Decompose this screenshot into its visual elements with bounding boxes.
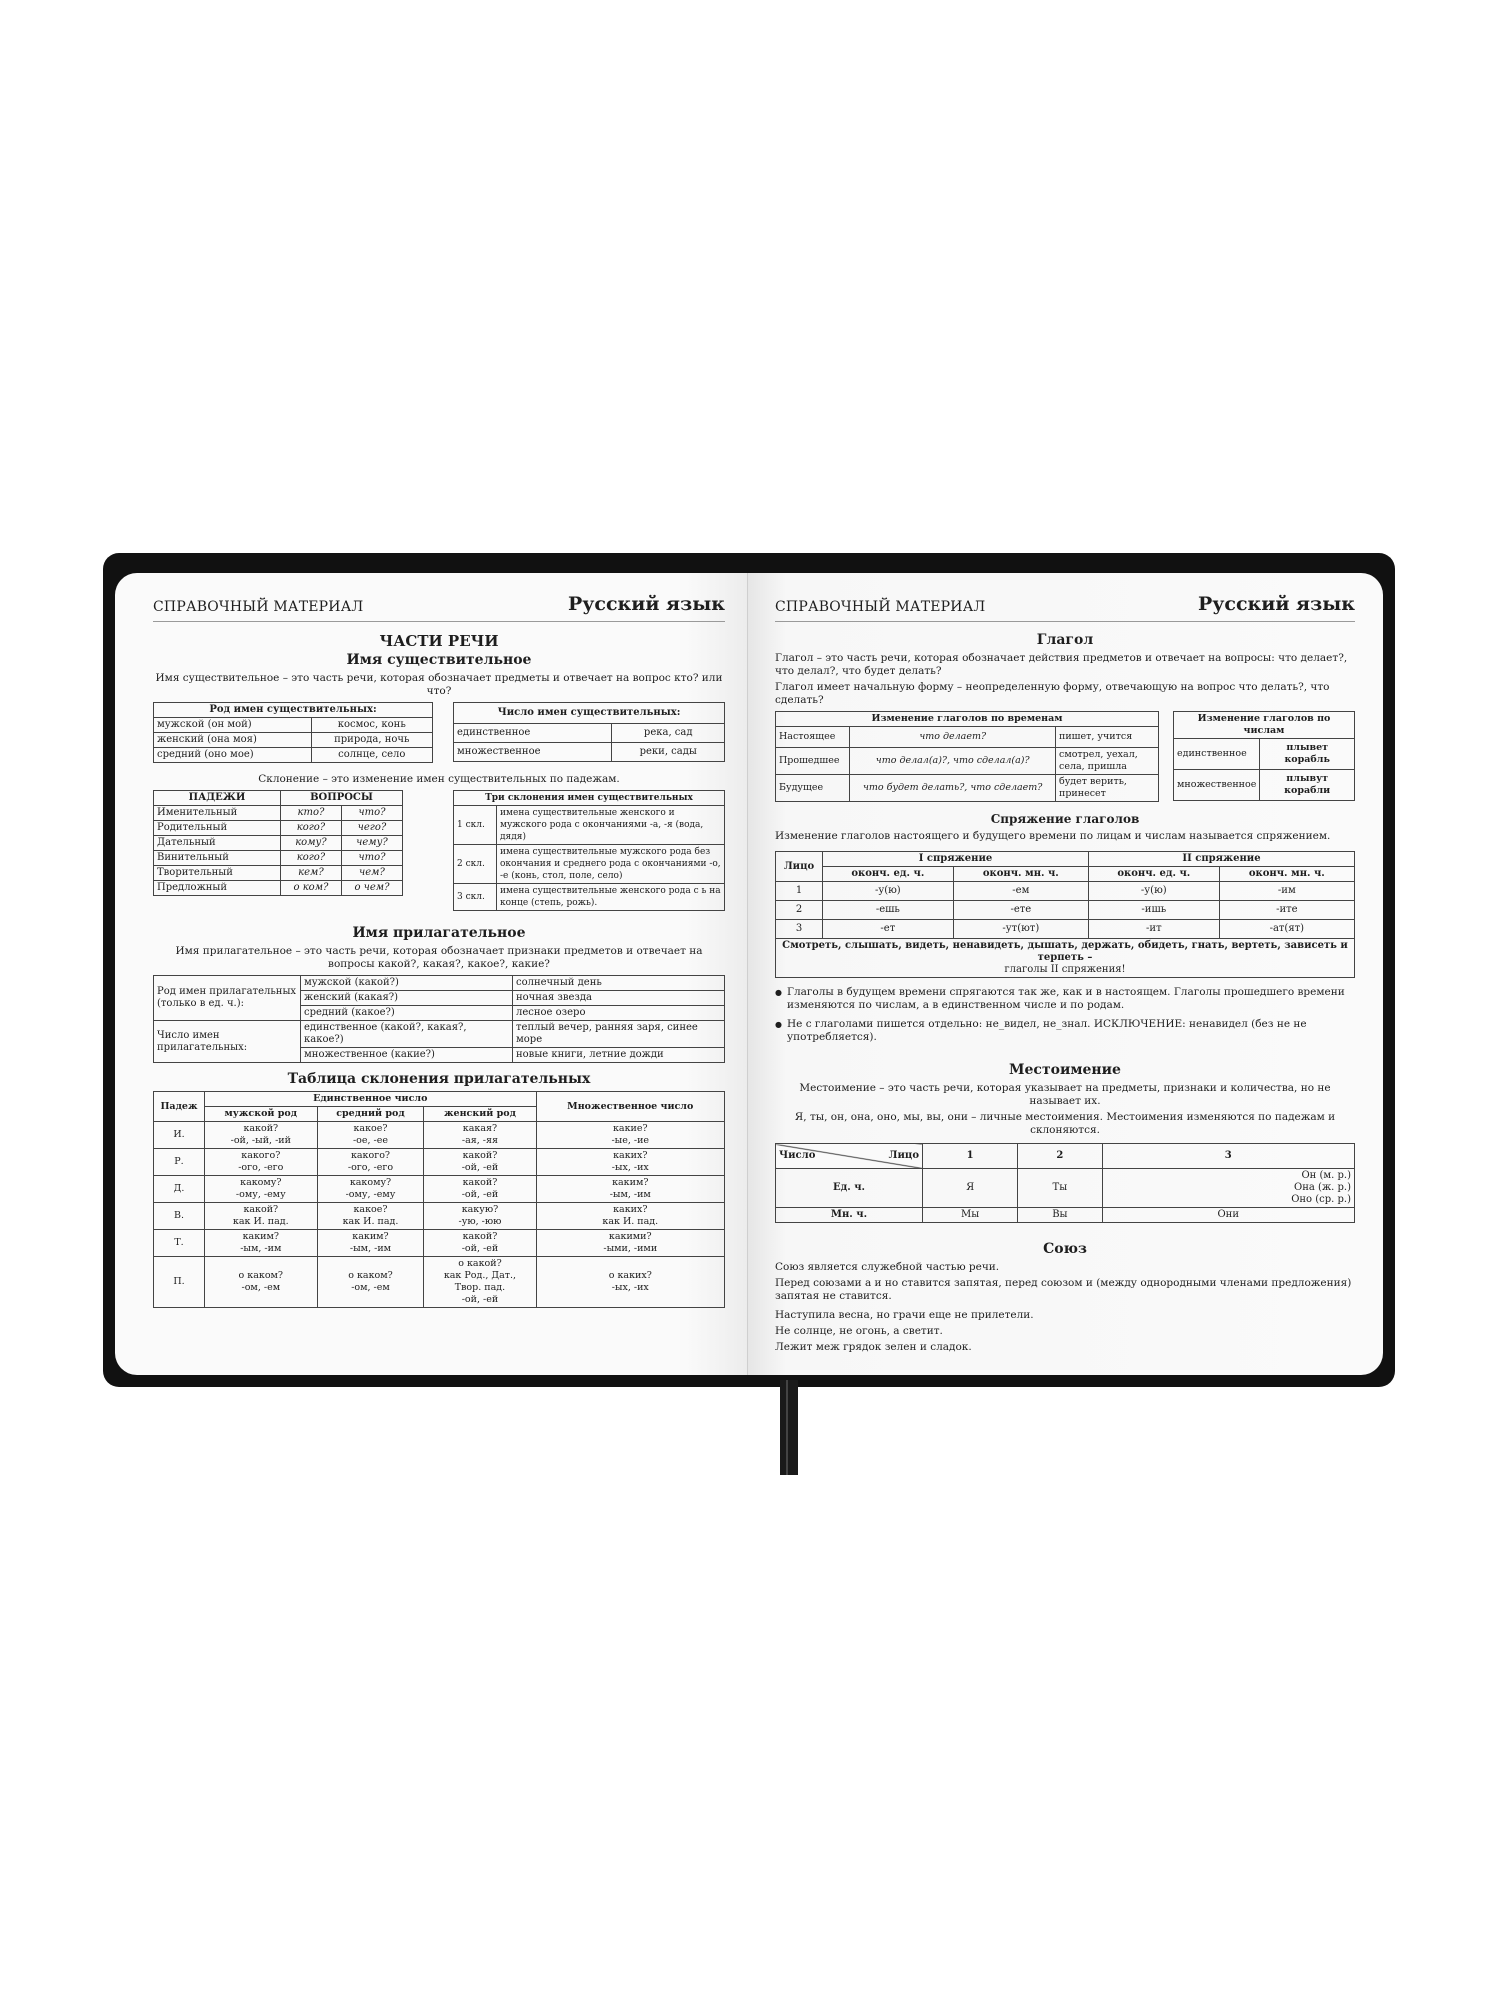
verb-infinitive: Глагол имеет начальную форму – неопределенную форму, отвечающую на вопрос что делать?, что сделать? [775, 681, 1330, 706]
adjective-table: Род имен прилагательных (только в ед. ч.): мужской (какой?) солнечный день женский (какая?) ночная звезда средний (какое?) лесное озеро Число имен прилагательных: единственное (какой?, какая?, какое?) теплый вечер, ранняя заря, синее море множественное (какие?) новые книги, летние дожди [153, 975, 725, 1063]
ribbon-bookmark [780, 1380, 798, 1475]
pronoun-table: Число Лицо 1 2 3 Ед. ч. Я Ты Он (м. р.) Она (ж. р.) Оно (ср. р.) Мн. ч. Мы Вы Они [775, 1143, 1355, 1223]
header-subject: Русский язык [1197, 593, 1355, 615]
pronoun-list: Я, ты, он, она, оно, мы, вы, они – личные местоимения. Местоимения изменяются по падежам и склоняются. [794, 1111, 1336, 1136]
declension-note: Склонение – это изменение имен существительных по падежам. [258, 773, 620, 785]
table-row [154, 1230, 725, 1257]
conjunction-example: Не солнце, не огонь, а светит. [775, 1325, 943, 1337]
conjugation-table: Лицо I спряжение II спряжение оконч. ед. ч. оконч. мн. ч. оконч. ед. ч. оконч. мн. ч. 1 -у(ю) -ем -у(ю) -им 2 -ешь -ете -ишь -ите 3 -ет -ут(ют) -ит -ат(ят) Смотреть, слышать, видеть, ненавидеть, дышать, держать, обидеть, гнать, вертеть, зависеть и терпеть – глаголы II спряжения! [775, 851, 1355, 978]
conjunction-line-2: Перед союзами а и но ставится запятая, перед союзом и (между однородными членами предложения) запятая не ставится. [775, 1277, 1352, 1302]
ending-cell: каким? -ым, -им [317, 1230, 424, 1257]
ending-cell: какого? -ого, -его [205, 1149, 318, 1176]
conjunction-heading: Союз [1043, 1241, 1087, 1257]
conjunction-line-1: Союз является служебной частью речи. [775, 1261, 1000, 1273]
ending-cell: какого? -ого, -его [317, 1149, 424, 1176]
verb-bullet-2: ● Не с глаголами пишется отдельно: не_видел, не_знал. ИСКЛЮЧЕНИЕ: ненавидел (без не не употребляется). [775, 1018, 1355, 1044]
pronoun-definition: Местоимение – это часть речи, которая указывает на предметы, признаки и количества, но не называет их. [799, 1082, 1331, 1107]
right-page [748, 573, 1383, 1375]
section-title: ЧАСТИ РЕЧИ [379, 632, 499, 650]
ending-cell: какому? -ому, -ему [317, 1176, 424, 1203]
case-cell: Т. [154, 1230, 205, 1257]
ending-cell: о какой? как Род., Дат., Твор. пад. -ой, -ей [424, 1257, 536, 1308]
case-cell: Р. [154, 1149, 205, 1176]
table-row [154, 1122, 725, 1149]
adjective-declension-heading: Таблица склонения прилагательных [287, 1071, 591, 1087]
case-cell: П. [154, 1257, 205, 1308]
case-cell: Д. [154, 1176, 205, 1203]
table-row [154, 1149, 725, 1176]
conjugation-heading: Спряжение глаголов [990, 812, 1140, 826]
table-row [154, 1257, 725, 1308]
conjugation-note: Изменение глаголов настоящего и будущего времени по лицам и числам называется спряжением. [775, 830, 1331, 842]
verb-number-table: Изменение глаголов по числам единственное плывет корабль множественное плывут корабли [1173, 711, 1355, 801]
ending-cell: каких? как И. пад. [536, 1203, 724, 1230]
table-row [154, 1176, 725, 1203]
case-cell: В. [154, 1203, 205, 1230]
header-label: СПРАВОЧНЫЙ МАТЕРИАЛ [153, 599, 364, 615]
ending-cell: какие? -ые, -ие [536, 1122, 724, 1149]
ending-cell: каких? -ых, -их [536, 1149, 724, 1176]
ending-cell: какой? как И. пад. [205, 1203, 318, 1230]
adjective-declension-table: Падеж Единственное число Множественное число мужской род средний род женский род И. какой? -ой, -ый, -ий какое? -ое, -ее какая? -ая, -яя какие? -ые, -ие Р. какого? -ого, -его какого? -ого, -его какой? -ой, -ей каких? -ых, -их Д. какому? -ому, -ему какому? -ому, -ему какой? -ой, -ей каким? -ым, -им В. какой? как И. пад. какое? как И. пад. какую? -ую, -юю каких? как И. пад. Т. каким? -ым, -им каким? -ым, -им какой? -ой, -ей какими? -ыми, -ими П. о каком? -ом, -ем о каком? -ом, -ем о какой? как Род., Дат., Твор. пад. -ой, -ей о каких? -ых, -их [153, 1091, 725, 1308]
case-cell: И. [154, 1122, 205, 1149]
ending-cell: какую? -ую, -юю [424, 1203, 536, 1230]
ending-cell: какой? -ой, -ей [424, 1149, 536, 1176]
ending-cell: какими? -ыми, -ими [536, 1230, 724, 1257]
table-row [154, 1203, 725, 1230]
page-header [153, 593, 725, 622]
ending-cell: каким? -ым, -им [205, 1230, 318, 1257]
header-label: СПРАВОЧНЫЙ МАТЕРИАЛ [775, 599, 986, 615]
verb-tense-table: Изменение глаголов по временам Настоящее что делает? пишет, учится Прошедшее что делал(а)?, что сделал(а)? смотрел, уехал, села, пришла Будущее что будет делать?, что сделает? будет верить, принесет [775, 711, 1159, 802]
ending-cell: о каких? -ых, -их [536, 1257, 724, 1308]
ending-cell: о каком? -ом, -ем [205, 1257, 318, 1308]
three-declensions-table: Три склонения имен существительных 1 скл. имена существительные женского и мужского рода с окончаниями -а, -я (вода, дядя) 2 скл. имена существительные мужского рода без окончания и среднего рода с окончаниями -о, -е (конь, стол, поле, село) 3 скл. имена существительные женского рода с ь на конце (степь, рожь). [453, 790, 725, 911]
adjective-heading: Имя прилагательное [352, 925, 526, 941]
verb-heading: Глагол [1036, 632, 1094, 648]
noun-number-table: Число имен существительных: единственное река, сад множественное реки, сады [453, 702, 725, 762]
ending-cell: какому? -ому, -ему [205, 1176, 318, 1203]
noun-gender-table: Род имен существительных: мужской (он мой) космос, конь женский (она моя) природа, ночь средний (оно мое) солнце, село [153, 702, 433, 763]
ending-cell: какое? -ое, -ее [317, 1122, 424, 1149]
ending-cell: о каком? -ом, -ем [317, 1257, 424, 1308]
noun-definition: Имя существительное – это часть речи, которая обозначает предметы и отвечает на вопрос кто? или что? [155, 672, 723, 697]
verb-bullet-1: ● Глаголы в будущем времени спрягаются так же, как и в настоящем. Глаголы прошедшего времени изменяются по числам, а в единственном числе и по родам. [775, 986, 1355, 1012]
ending-cell: какой? -ой, -ей [424, 1230, 536, 1257]
ending-cell: каким? -ым, -им [536, 1176, 724, 1203]
header-subject: Русский язык [567, 593, 725, 615]
cases-table: ПАДЕЖИ ВОПРОСЫ Именительный кто? что? Родительный кого? чего? Дательный кому? чему? Винительный кого? что? Творительный кем? чем? Предложный о ком? о чем? [153, 790, 403, 896]
adjective-definition: Имя прилагательное – это часть речи, которая обозначает признаки предметов и отвечает на вопросы какой?, какая?, какое?, какие? [175, 945, 703, 970]
ending-cell: какой? -ой, -ый, -ий [205, 1122, 318, 1149]
ending-cell: какой? -ой, -ей [424, 1176, 536, 1203]
conjunction-example: Наступила весна, но грачи еще не прилетели. [775, 1309, 1034, 1321]
conjunction-example: Лежит меж грядок зелен и сладок. [775, 1341, 972, 1353]
noun-heading: Имя существительное [346, 652, 532, 668]
pronoun-heading: Местоимение [1009, 1062, 1121, 1078]
left-page [115, 573, 749, 1375]
ending-cell: какое? как И. пад. [317, 1203, 424, 1230]
ending-cell: какая? -ая, -яя [424, 1122, 536, 1149]
page-header [775, 593, 1355, 622]
verb-definition: Глагол – это часть речи, которая обозначает действия предметов и отвечает на вопросы: что делает?, что делал?, что будет делать? [775, 652, 1348, 677]
